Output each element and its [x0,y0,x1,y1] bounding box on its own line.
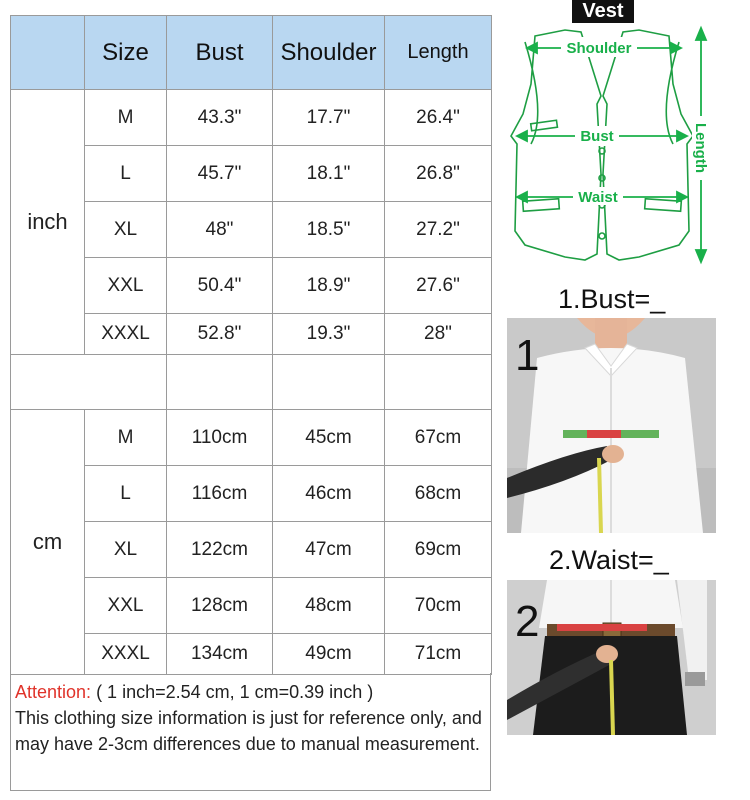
cell-shoulder: 17.7" [273,90,385,146]
cell-bust: 52.8" [167,314,273,355]
blank-cell [385,355,492,410]
attention-label: Attention: [15,682,92,702]
cell-length: 69cm [385,522,492,578]
blank-cell [11,355,167,410]
table-row [11,90,492,146]
cell-length: 71cm [385,634,492,675]
cell-shoulder: 18.5" [273,202,385,258]
blank-cell [167,355,273,410]
cell-bust: 43.3" [167,90,273,146]
conversion-text: ( 1 inch=2.54 cm, 1 cm=0.39 inch ) [91,682,374,702]
blank-cell [273,355,385,410]
cell-length: 26.8" [385,146,492,202]
cell-length: 28" [385,314,492,355]
cell-size: M [85,90,167,146]
unit-label-cm: cm [11,410,85,675]
header-length: Length [385,16,492,90]
cell-bust: 122cm [167,522,273,578]
notes-box [10,673,491,791]
cell-size: XL [85,202,167,258]
bust-measure-photo [507,318,716,533]
bust-step-label: 1.Bust=_ [558,284,666,314]
cell-bust: 45.7" [167,146,273,202]
waist-step-number: 2 [515,597,540,646]
cell-length: 27.6" [385,258,492,314]
vest-diagram [505,24,745,269]
cell-bust: 128cm [167,578,273,634]
cell-shoulder: 18.1" [273,146,385,202]
cell-size: M [85,410,167,466]
cell-length: 67cm [385,410,492,466]
cell-length: 70cm [385,578,492,634]
header-blank [11,16,85,90]
bust-step-number: 1 [515,331,540,380]
header-bust: Bust [167,16,273,90]
cell-length: 68cm [385,466,492,522]
cell-shoulder: 47cm [273,522,385,578]
bust-label: Bust [580,128,614,145]
cell-size: L [85,466,167,522]
length-label: Length [692,123,709,173]
waist-label: Waist [578,189,618,206]
cell-size: XXL [85,578,167,634]
cell-shoulder: 46cm [273,466,385,522]
unit-label-inch: inch [11,90,85,355]
header-shoulder: Shoulder [273,16,385,90]
cell-shoulder: 19.3" [273,314,385,355]
shoulder-label: Shoulder [566,40,632,57]
cell-size: XXXL [85,634,167,675]
cell-bust: 48" [167,202,273,258]
waist-step-label: 2.Waist=_ [549,545,669,575]
vest-title: Vest [572,0,634,23]
cell-shoulder: 49cm [273,634,385,675]
cell-size: L [85,146,167,202]
waist-measure-photo [507,580,716,735]
cell-shoulder: 48cm [273,578,385,634]
cell-size: XXL [85,258,167,314]
attention-line [15,679,486,705]
cell-bust: 50.4" [167,258,273,314]
separator-row [11,355,492,410]
cell-shoulder: 45cm [273,410,385,466]
header-size: Size [85,16,167,90]
cell-length: 26.4" [385,90,492,146]
cell-size: XL [85,522,167,578]
cell-bust: 116cm [167,466,273,522]
cell-shoulder: 18.9" [273,258,385,314]
header-row [11,16,492,90]
cell-bust: 134cm [167,634,273,675]
cell-size: XXXL [85,314,167,355]
cell-bust: 110cm [167,410,273,466]
table-row [11,410,492,466]
size-chart-table [10,15,492,675]
disclaimer-text: This clothing size information is just for reference only, and may have 2-3cm differences due to manual measurement. [15,708,482,754]
cell-length: 27.2" [385,202,492,258]
